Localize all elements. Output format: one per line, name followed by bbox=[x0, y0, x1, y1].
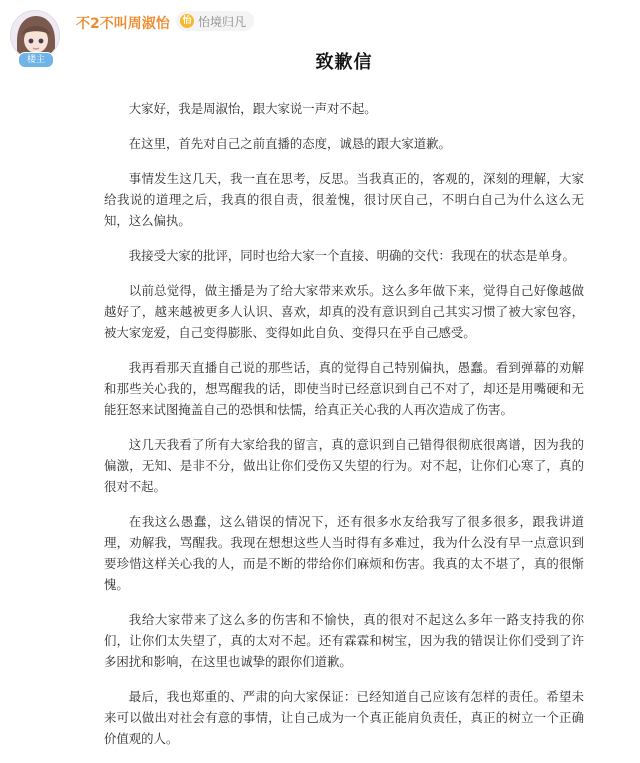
letter-paragraph: 以前总觉得，做主播是为了给大家带来欢乐。这么多年做下来，觉得自己好像越做越好了，越来越被更多人认识、喜欢，却真的没有意识到自己其实习惯了被大家包容，被大家宠爱，自己变得膨胀、变得如此自负、变得只在乎自己感受。 bbox=[104, 283, 584, 340]
letter-paragraph: 事情发生这几天，我一直在思考，反思。当我真正的，客观的，深刻的理解，大家给我说的道理之后，我真的很自责，很羞愧，很讨厌自己，不明白自己为什么这么无知，这么偏执。 bbox=[104, 171, 584, 228]
letter-paragraph: 这几天我看了所有大家给我的留言，真的意识到自己错得很彻底很离谱，因为我的偏激，无知、是非不分，做出让你们受伤又失望的行为。对不起，让你们心寒了，真的很对不起。 bbox=[104, 437, 584, 494]
letter-paragraph: 在我这么愚蠢，这么错误的情况下，还有很多水友给我写了很多很多，跟我讲道理，劝解我，骂醒我。我现在想想这些人当时得有多难过，我为什么没有早一点意识到要珍惜这样关心我的人，而是不断的带给你们麻烦和伤害。我真的太不堪了，真的很惭愧。 bbox=[104, 514, 584, 592]
topic-tag[interactable] bbox=[176, 11, 254, 31]
topic-tag-label: 怡境归凡 bbox=[198, 14, 247, 29]
letter-paragraph: 我给大家带来了这么多的伤害和不愉快，真的很对不起这么多年一路支持我的你们，让你们太失望了，真的太对不起。还有霖霖和树宝，因为我的错误让你们受到了许多困扰和影响，在这里也诚挚的跟你们道歉。 bbox=[104, 612, 584, 669]
user-avatar[interactable] bbox=[10, 10, 60, 66]
host-badge: 楼主 bbox=[18, 52, 54, 68]
topic-badge-icon: 怡 bbox=[180, 14, 194, 28]
user-name-link[interactable]: 不2不叫周淑怡 bbox=[76, 16, 170, 32]
letter-paragraph: 我再看那天直播自己说的那些话，真的觉得自己特别偏执，愚蠢。看到弹幕的劝解和那些关心我的，想骂醒我的话，即使当时已经意识到自己不对了，却还是用嘴硬和无能狂怒来试图掩盖自己的恐惧和怯懦，给真正关心我的人再次造成了伤害。 bbox=[104, 360, 584, 417]
letter-title: 致歉信 bbox=[315, 52, 373, 73]
letter-paragraph: 大家好，我是周淑怡，跟大家说一声对不起。 bbox=[128, 101, 377, 116]
letter-paragraph: 最后，我也郑重的、严肃的向大家保证：已经知道自己应该有怎样的责任。希望未来可以做出对社会有意的事情，让自己成为一个真正能肩负责任，真正的树立一个正确价值观的人。 bbox=[104, 689, 584, 746]
apology-letter bbox=[104, 48, 584, 763]
letter-paragraph: 我接受大家的批评，同时也给大家一个直接、明确的交代：我现在的状态是单身。 bbox=[128, 248, 575, 263]
letter-paragraph: 在这里，首先对自己之前直播的态度，诚恳的跟大家道歉。 bbox=[128, 136, 451, 151]
